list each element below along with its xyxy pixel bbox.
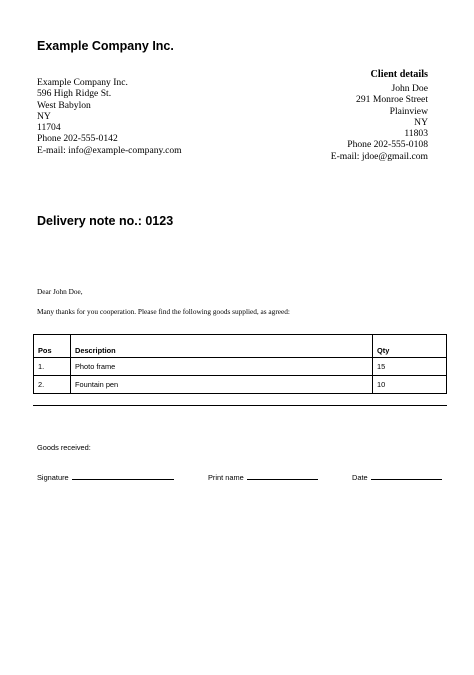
sender-line: 11704 xyxy=(37,122,61,134)
table-row xyxy=(34,376,447,394)
client-details-heading: Client details xyxy=(370,69,428,80)
client-details xyxy=(331,69,428,162)
cell-qty: 10 xyxy=(373,376,447,394)
table-header-row xyxy=(34,335,447,358)
cell-qty: 15 xyxy=(373,358,447,376)
client-line: Phone 202-555-0108 xyxy=(347,139,428,151)
sender-line: Example Company Inc. xyxy=(37,77,128,88)
cell-pos: 1. xyxy=(34,358,71,376)
company-title: Example Company Inc. xyxy=(37,39,174,53)
header-pos: Pos xyxy=(34,335,71,358)
client-line: 11803 xyxy=(404,128,428,140)
date-label: Date xyxy=(352,473,368,482)
intro-text: Many thanks for you cooperation. Please find the following goods supplied, as agreed: xyxy=(37,307,290,316)
client-line: E-mail: jdoe@gmail.com xyxy=(330,150,428,162)
print-name-line xyxy=(247,471,318,480)
sender-line: West Babylon xyxy=(37,99,91,111)
client-line: 291 Monroe Street xyxy=(356,94,428,106)
signature-field xyxy=(37,471,174,482)
print-name-field xyxy=(208,471,318,482)
goods-received-label: Goods received: xyxy=(37,443,91,452)
sender-address xyxy=(37,77,182,156)
client-line: NY xyxy=(414,116,428,128)
cell-description: Photo frame xyxy=(71,358,373,376)
date-field xyxy=(352,471,442,482)
date-line xyxy=(371,471,442,480)
sender-line: NY xyxy=(37,110,51,122)
goods-table xyxy=(33,334,447,394)
cell-pos: 2. xyxy=(34,376,71,394)
sender-line: Phone 202-555-0142 xyxy=(37,133,118,145)
table-row xyxy=(34,358,447,376)
sender-line: E-mail: info@example-company.com xyxy=(37,144,182,156)
separator-rule xyxy=(33,405,447,406)
salutation: Dear John Doe, xyxy=(37,287,83,296)
header-qty: Qty xyxy=(373,335,447,358)
delivery-note-title: Delivery note no.: 0123 xyxy=(37,214,174,228)
print-name-label: Print name xyxy=(208,473,244,482)
signature-label: Signature xyxy=(37,473,69,482)
client-line: John Doe xyxy=(391,83,428,94)
signature-line xyxy=(72,471,174,480)
header-description: Description xyxy=(71,335,373,358)
sender-line: 596 High Ridge St. xyxy=(37,88,112,100)
client-line: Plainview xyxy=(389,105,428,117)
cell-description: Fountain pen xyxy=(71,376,373,394)
